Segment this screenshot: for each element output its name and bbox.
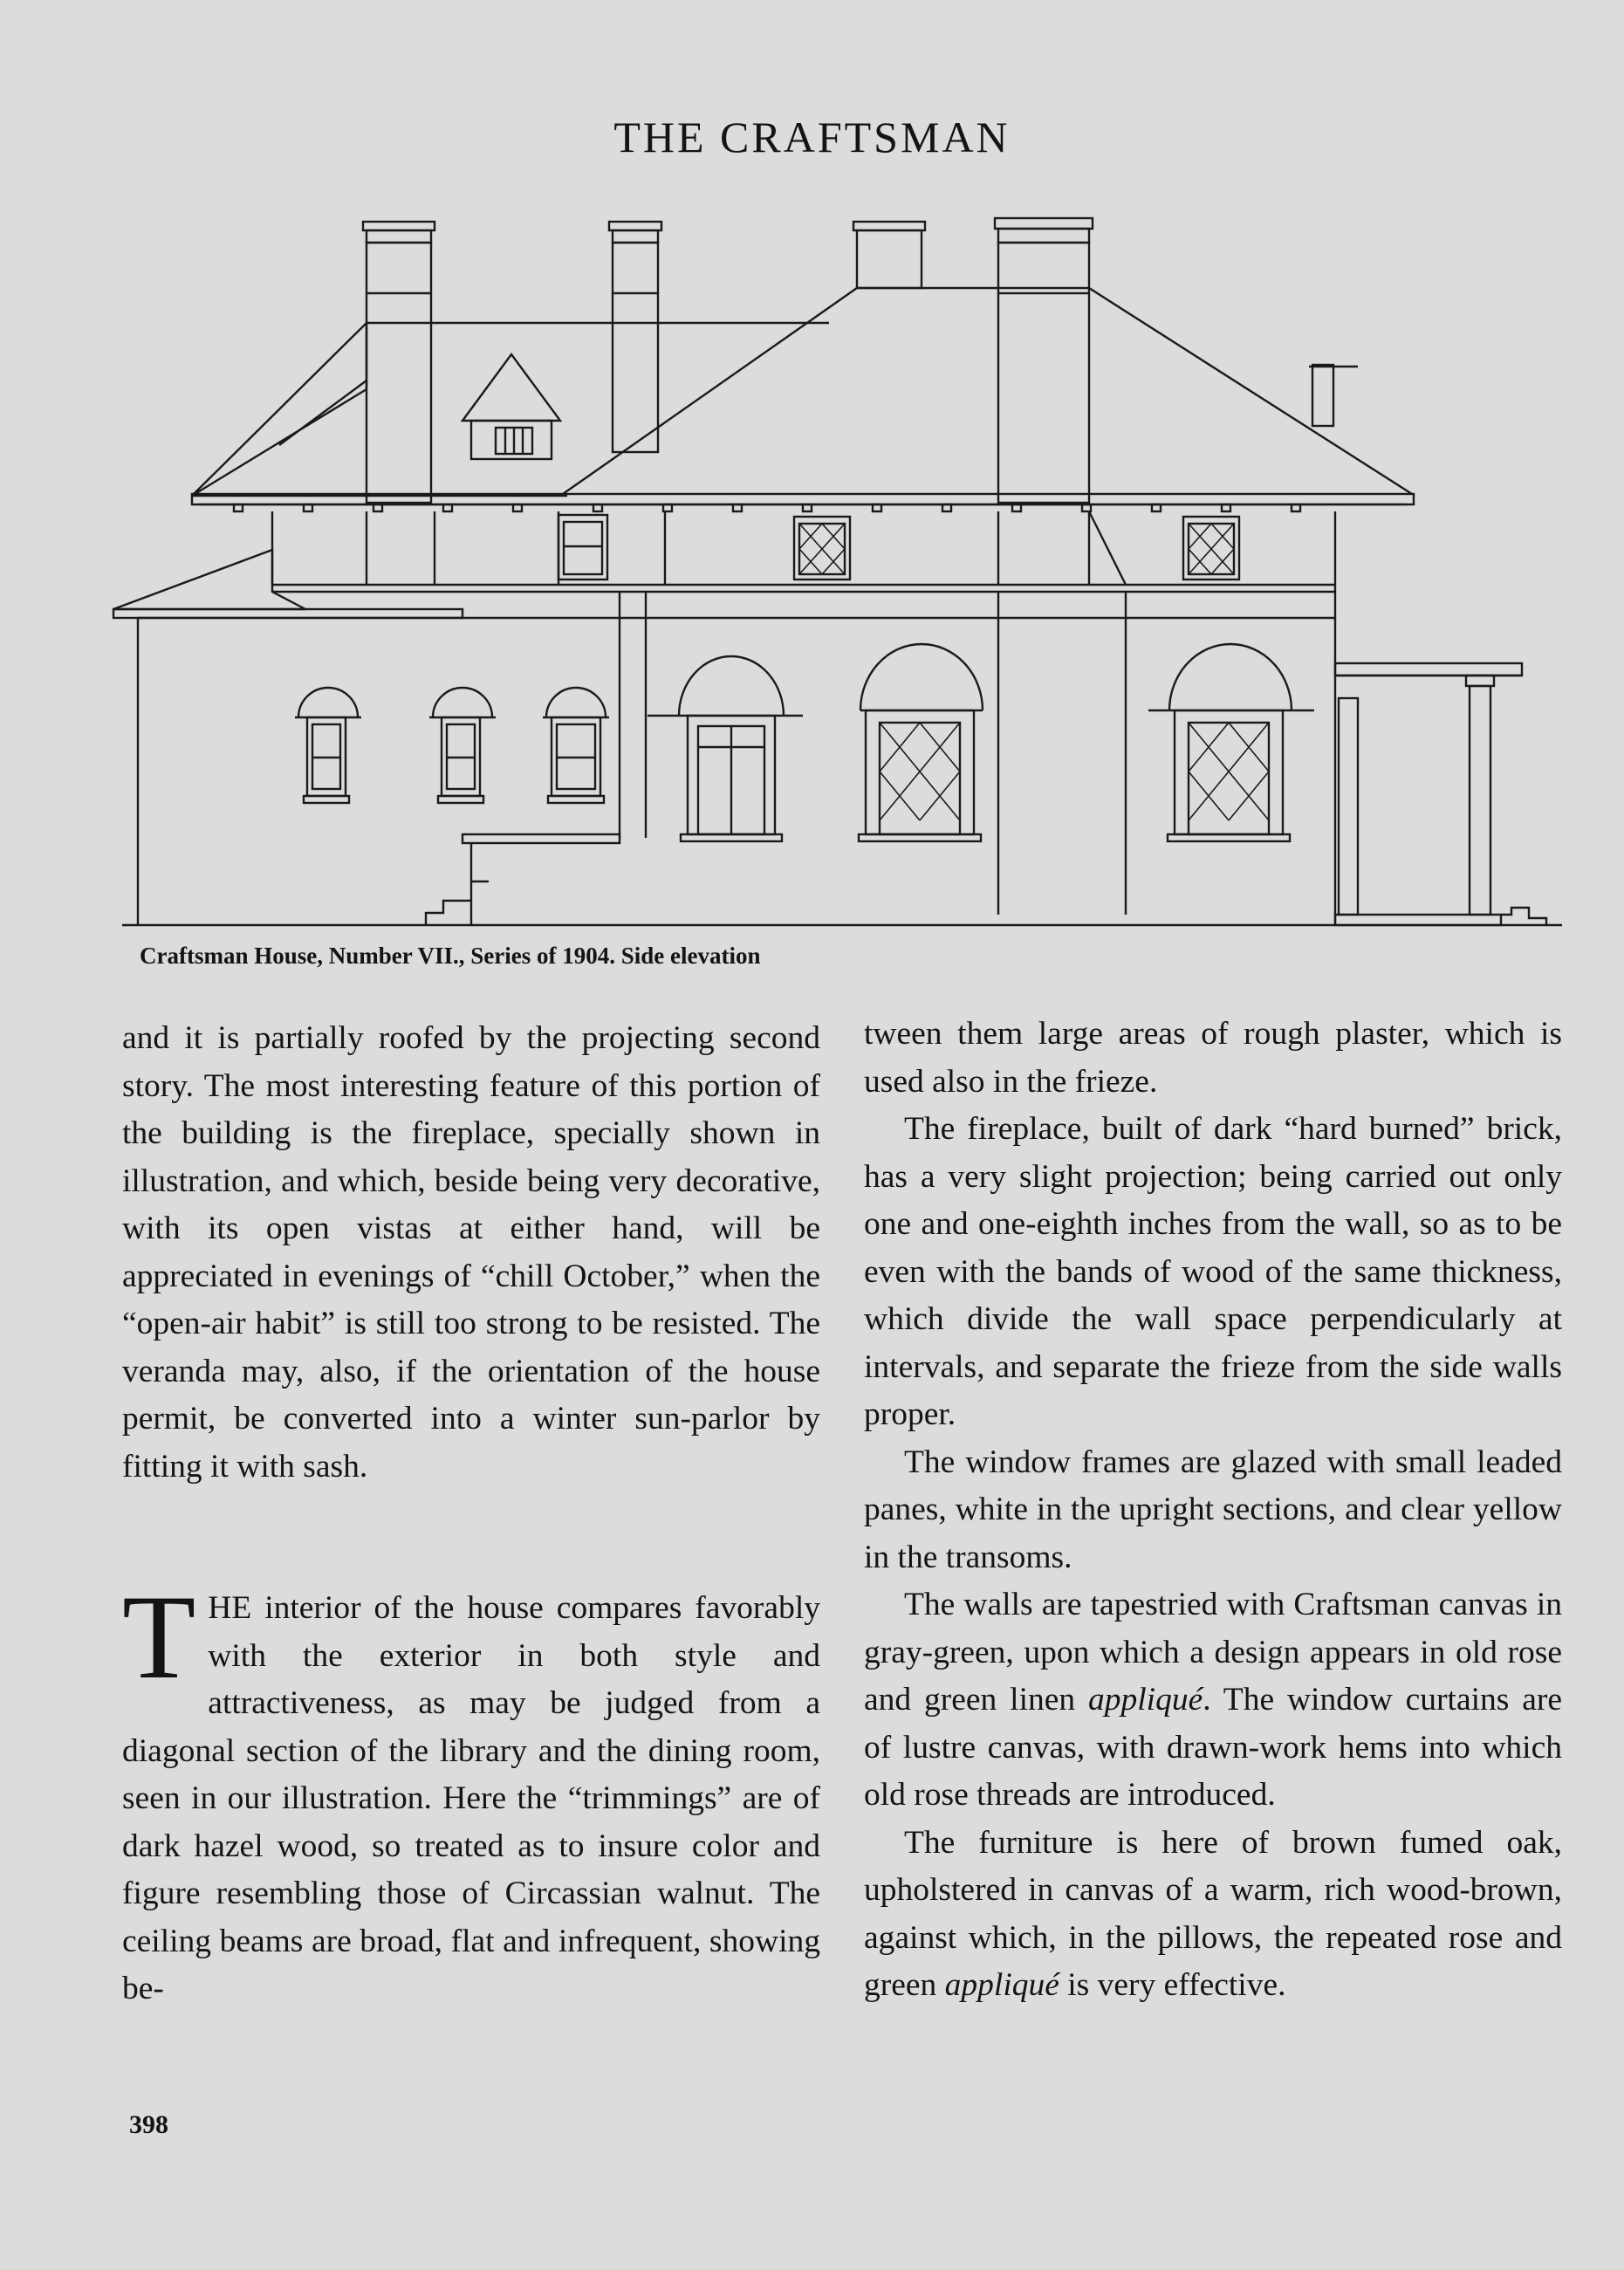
left-paragraph-2 bbox=[122, 1570, 820, 2013]
chimney-mid bbox=[609, 222, 661, 452]
page-number: 398 bbox=[129, 2110, 168, 2139]
chimney-left bbox=[363, 222, 435, 503]
arched-door bbox=[648, 656, 803, 841]
drop-cap: T bbox=[122, 1570, 196, 1704]
right-paragraph-5-text-b: is very effective. bbox=[1059, 1967, 1286, 2003]
small-arched-window-1 bbox=[295, 688, 361, 803]
small-arched-window-3 bbox=[543, 688, 609, 803]
chimney-right bbox=[995, 218, 1093, 503]
right-paragraph-4-emphasis: appliqué bbox=[1088, 1682, 1203, 1718]
right-paragraph-4-text-a: The walls are tapestried with Craftsman canvas in gray-green, upon which a design appears in old rose and green linen bbox=[864, 1587, 1562, 1718]
right-paragraph-4 bbox=[864, 1581, 1562, 1820]
right-paragraph-1: tween them large areas of rough plaster, which is used also in the frieze. bbox=[864, 1016, 1562, 1100]
figure-caption: Craftsman House, Number VII., Series of 1904. Side elevation bbox=[140, 943, 761, 969]
right-paragraph-5-emphasis: appliqué bbox=[944, 1967, 1059, 2003]
right-paragraph-5-text-a: The furniture is here of brown fumed oak, upholstered in canvas of a warm, rich wood-brown, against which, in the pillows, the repeated rose and green bbox=[864, 1824, 1562, 2003]
arched-window-leaded-left bbox=[859, 644, 983, 841]
right-column bbox=[864, 1011, 1562, 2010]
arched-window-leaded-right bbox=[1148, 644, 1314, 841]
house-side-elevation-drawing bbox=[105, 209, 1571, 934]
small-arched-window-2 bbox=[429, 688, 496, 803]
left-paragraph-2-text: HE interior of the house compares favorably with the exterior in both style and attractiveness, as may be judged from a diagonal section of the library and the dining room, seen in our illustration. Here the “trimmings” are of dark hazel wood, so treated as to insure color and figure resembling those of Circassian walnut. The ceiling beams are broad, flat and infrequent, showing be- bbox=[122, 1590, 820, 2006]
right-paragraph-2: The fireplace, built of dark “hard burned” brick, has a very slight projection; being carried out only one and one-eighth inches from the wall, so as to be even with the bands of wood of the same thickness, which divide the wall space perpendicularly at intervals, and separate the frieze from the side walls proper. bbox=[864, 1111, 1562, 1432]
upper-window-leaded-2 bbox=[1183, 517, 1239, 580]
right-paragraph-3: The window frames are glazed with small leaded panes, white in the upright sections, and clear yellow in the transoms. bbox=[864, 1444, 1562, 1575]
left-column bbox=[122, 1015, 820, 2013]
right-paragraph-4-text-b: . The window curtains are of lustre canvas, with drawn-work hems into which old rose threads are introduced. bbox=[864, 1682, 1562, 1813]
upper-window-leaded-1 bbox=[794, 517, 850, 580]
chimney-right-small bbox=[853, 222, 925, 288]
right-paragraph-5 bbox=[864, 1820, 1562, 2010]
page-title: THE CRAFTSMAN bbox=[613, 113, 1011, 161]
left-paragraph-1: and it is partially roofed by the projecting second story. The most interesting feature of this portion of the building is the fireplace, specially shown in illustration, and which, beside being very decorative, with its open vistas at either hand, will be appreciated in evenings of “chill October,” when the “open-air habit” is still too strong to be resisted. The veranda may, also, if the orientation of the house permit, be converted into a winter sun-parlor by fitting it with sash. bbox=[122, 1020, 820, 1485]
